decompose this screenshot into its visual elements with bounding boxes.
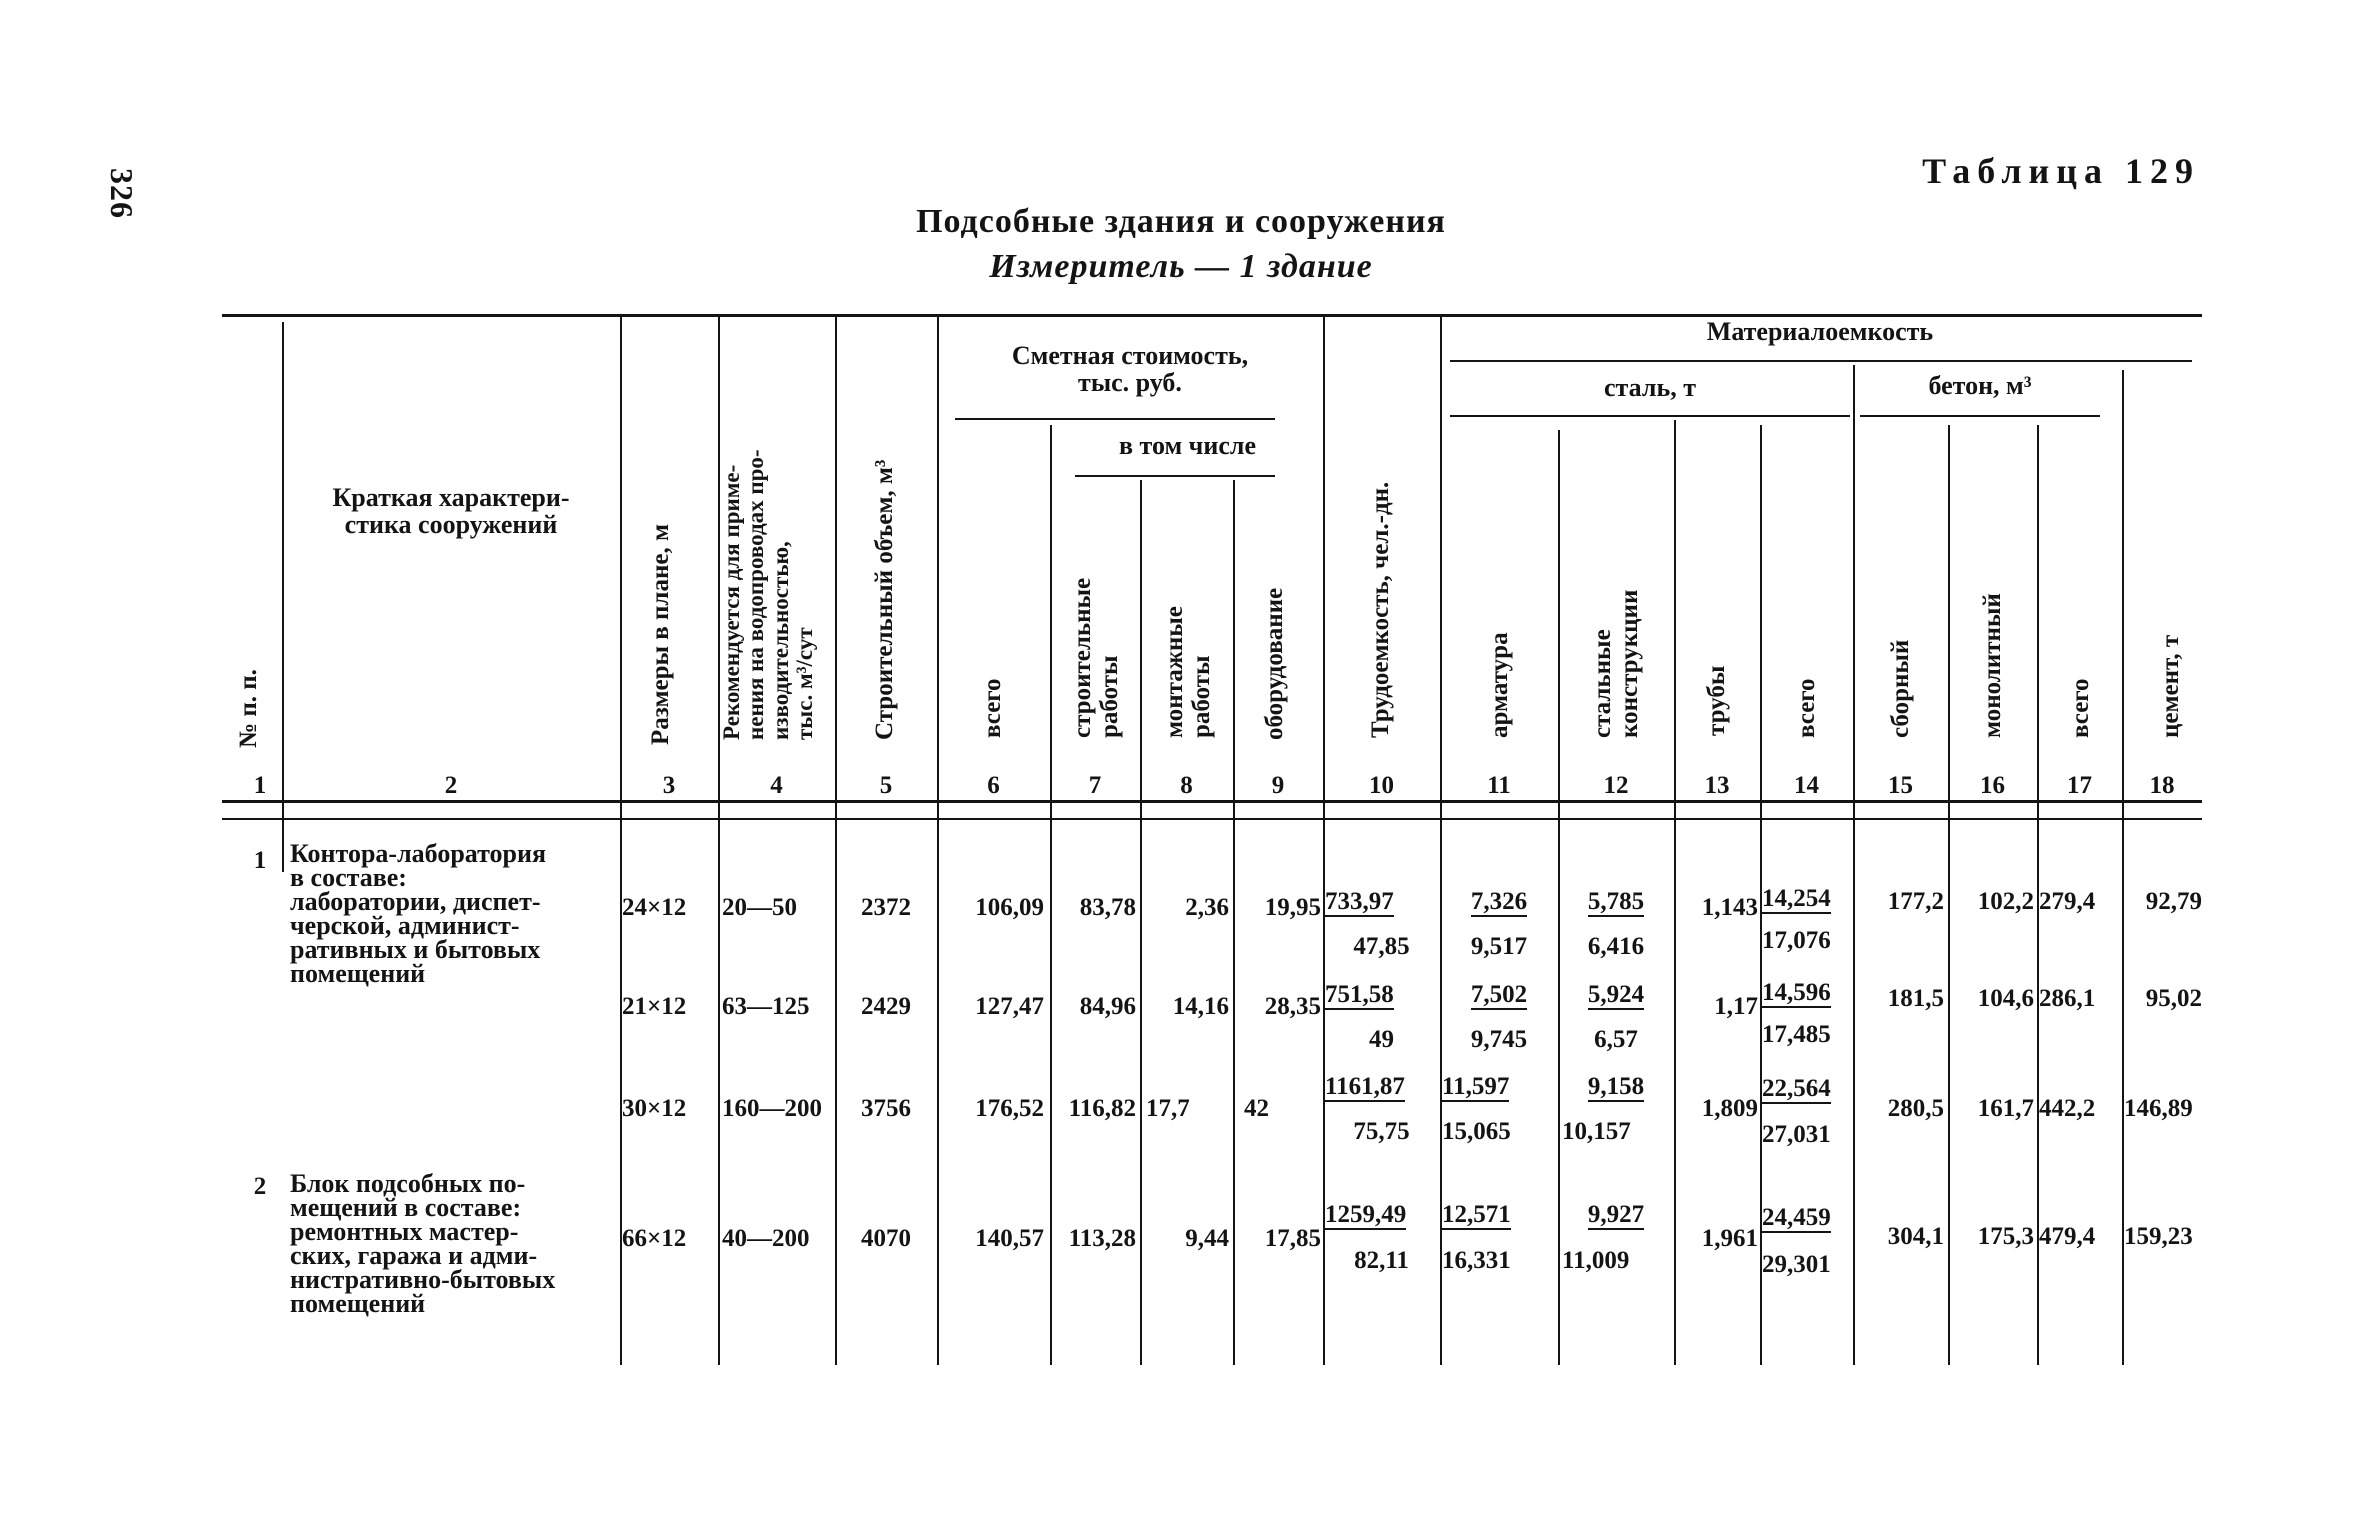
incl-group-rule xyxy=(1075,475,1275,477)
col-range-header: Рекомендуется для приме- нения на водопроводах про- изводительностью, тыс. м³/сут xyxy=(719,449,818,740)
item-description: Блок подсобных по- мещений в составе: ремонтных мастер- ских, гаража и адми- нистративно-бытовых помещений xyxy=(290,1169,556,1318)
page-title: Подсобные здания и сооружения xyxy=(916,203,1446,240)
col-steel-total-header: всего xyxy=(1793,678,1820,738)
col-monolith-header: монолитный xyxy=(1979,593,2006,738)
col-size-header: Размеры в плане, м xyxy=(647,524,674,745)
col-equip-header: оборудование xyxy=(1261,587,1288,740)
col-prefab-header: сборный xyxy=(1887,639,1914,738)
col-build-header: строительные работы xyxy=(1069,577,1123,738)
col-rebar-header: арматура xyxy=(1486,632,1513,738)
col-volume-header: Строительный объем, м³ xyxy=(871,459,898,740)
incl-group-header: в том числе xyxy=(1119,431,1256,460)
col-no-header: № п. п. xyxy=(235,669,262,748)
concrete-group-header: бетон, м³ xyxy=(1928,371,2032,400)
col-mount-header: монтажные работы xyxy=(1161,606,1215,738)
item-number: 1 xyxy=(253,847,267,874)
col-labor-header: Трудоемкость, чел.-дн. xyxy=(1367,481,1394,738)
item-description: Контора-лаборатория в составе: лаборатории, диспет- черской, админист- ративных и бытовых помещений xyxy=(290,839,547,988)
materials-group-rule xyxy=(1450,360,2192,362)
item-number: 2 xyxy=(253,1173,267,1200)
steel-group-rule xyxy=(1450,415,1850,417)
col-steel-struct-header: стальные конструкции xyxy=(1589,589,1643,738)
steel-group-header: сталь, т xyxy=(1604,373,1696,402)
col-concrete-total-header: всего xyxy=(2067,678,2094,738)
page-number: 326 xyxy=(104,168,140,219)
table-label: Таблица 129 xyxy=(1922,151,2200,191)
body-top-rule xyxy=(222,818,2202,820)
cost-group-rule xyxy=(955,418,1275,420)
header-bottom-rule xyxy=(222,800,2202,803)
col-pipes-header: трубы xyxy=(1703,665,1730,736)
col-cost-total-header: всего xyxy=(979,678,1006,738)
col-cement-header: цемент, т xyxy=(2157,634,2184,738)
concrete-group-rule xyxy=(1860,415,2100,417)
materials-group-header: Материалоемкость xyxy=(1706,317,1934,346)
page-subtitle: Измеритель — 1 здание xyxy=(989,248,1373,285)
col-description-header: Краткая характери- стика сооружений xyxy=(332,483,570,540)
cost-group-header: Сметная стоимость, тыс. руб. xyxy=(1011,341,1249,398)
